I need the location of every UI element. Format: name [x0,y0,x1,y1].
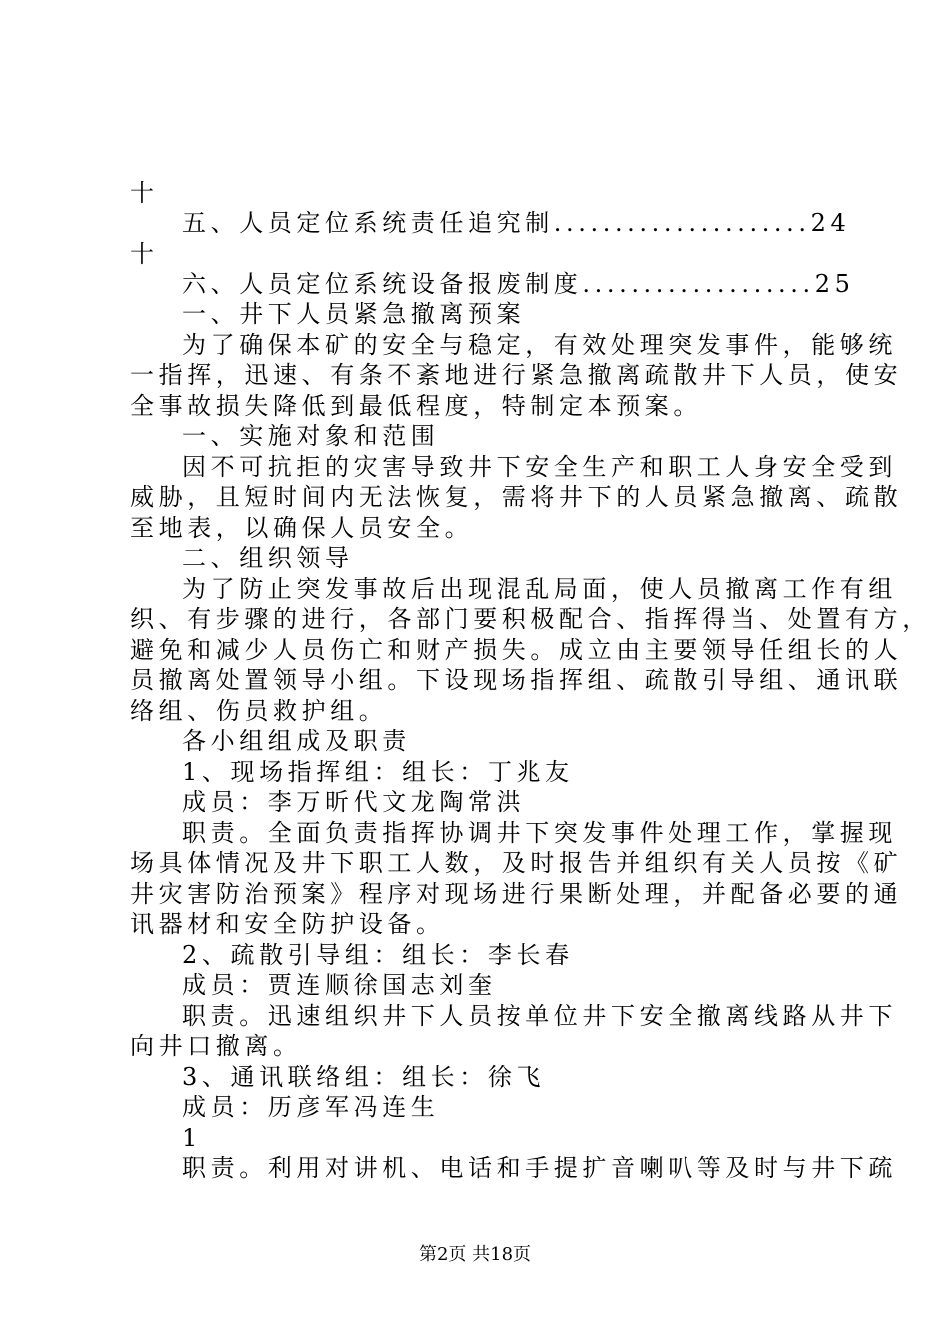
paragraph-line: 为了防止突发事故后出现混乱局面，使人员撤离工作有组 [182,575,897,603]
paragraph-line: 一指挥，迅速、有条不紊地进行紧急撤离疏散井下人员，使安 [130,361,903,389]
page-footer: 第2页 共18页 [418,1244,532,1265]
paragraph-line: 因不可抗拒的灾害导致井下安全生产和职工人身安全受到 [182,453,897,481]
paragraph-line: 职责。利用对讲机、电话和手提扩音喇叭等及时与井下疏 [182,1154,897,1182]
group-leader-line: 3、通讯联络组：组长：徐飞 [182,1063,546,1091]
paragraph-line: 职责。迅速组织井下人员按单位井下安全撤离线路从井下 [182,1002,897,1030]
subsection-heading: 一、实施对象和范围 [182,422,440,450]
paragraph-line: 避免和减少人员伤亡和财产损失。成立由主要领导任组长的人 [130,636,903,664]
inline-page-number: 1 [182,1124,202,1152]
paragraph-line: 向井口撤离。 [130,1032,302,1060]
paragraph-line: 为了确保本矿的安全与稳定，有效处理突发事件，能够统 [182,331,897,359]
toc-line-10-prefix: 十 [130,179,159,207]
group-leader-line: 1、现场指挥组：组长：丁兆友 [182,758,574,786]
subsection-heading: 各小组组成及职责 [182,727,411,755]
paragraph-line: 络组、伤员救护组。 [130,697,388,725]
group-members-line: 成员：贾连顺徐国志刘奎 [182,971,497,999]
toc-line-10-prefix-2: 十 [130,240,159,268]
paragraph-line: 全事故损失降低到最低程度，特制定本预案。 [130,392,702,420]
toc-entry-15: 五、人员定位系统责任追究制.....................24 [182,209,851,237]
paragraph-line: 织、有步骤的进行，各部门要积极配合、指挥得当、处置有方， [130,605,931,633]
paragraph-line: 威胁，且短时间内无法恢复，需将井下的人员紧急撤离、疏散 [130,483,903,511]
paragraph-line: 至地表，以确保人员安全。 [130,514,474,542]
paragraph-line: 职责。全面负责指挥协调井下突发事件处理工作，掌握现 [182,819,897,847]
paragraph-line: 场具体情况及井下职工人数，及时报告并组织有关人员按《矿 [130,849,903,877]
group-members-line: 成员：历彦军冯连生 [182,1093,440,1121]
section-heading: 一、井下人员紧急撤离预案 [182,300,526,328]
group-members-line: 成员：李万昕代文龙陶常洪 [182,788,526,816]
subsection-heading: 二、组织领导 [182,544,354,572]
paragraph-line: 员撤离处置领导小组。下设现场指挥组、疏散引导组、通讯联 [130,666,903,694]
paragraph-line: 讯器材和安全防护设备。 [130,910,445,938]
group-leader-line: 2、疏散引导组：组长：李长春 [182,941,574,969]
paragraph-line: 井灾害防治预案》程序对现场进行果断处理，并配备必要的通 [130,880,903,908]
toc-entry-16: 六、人员定位系统设备报废制度...................25 [182,270,855,298]
